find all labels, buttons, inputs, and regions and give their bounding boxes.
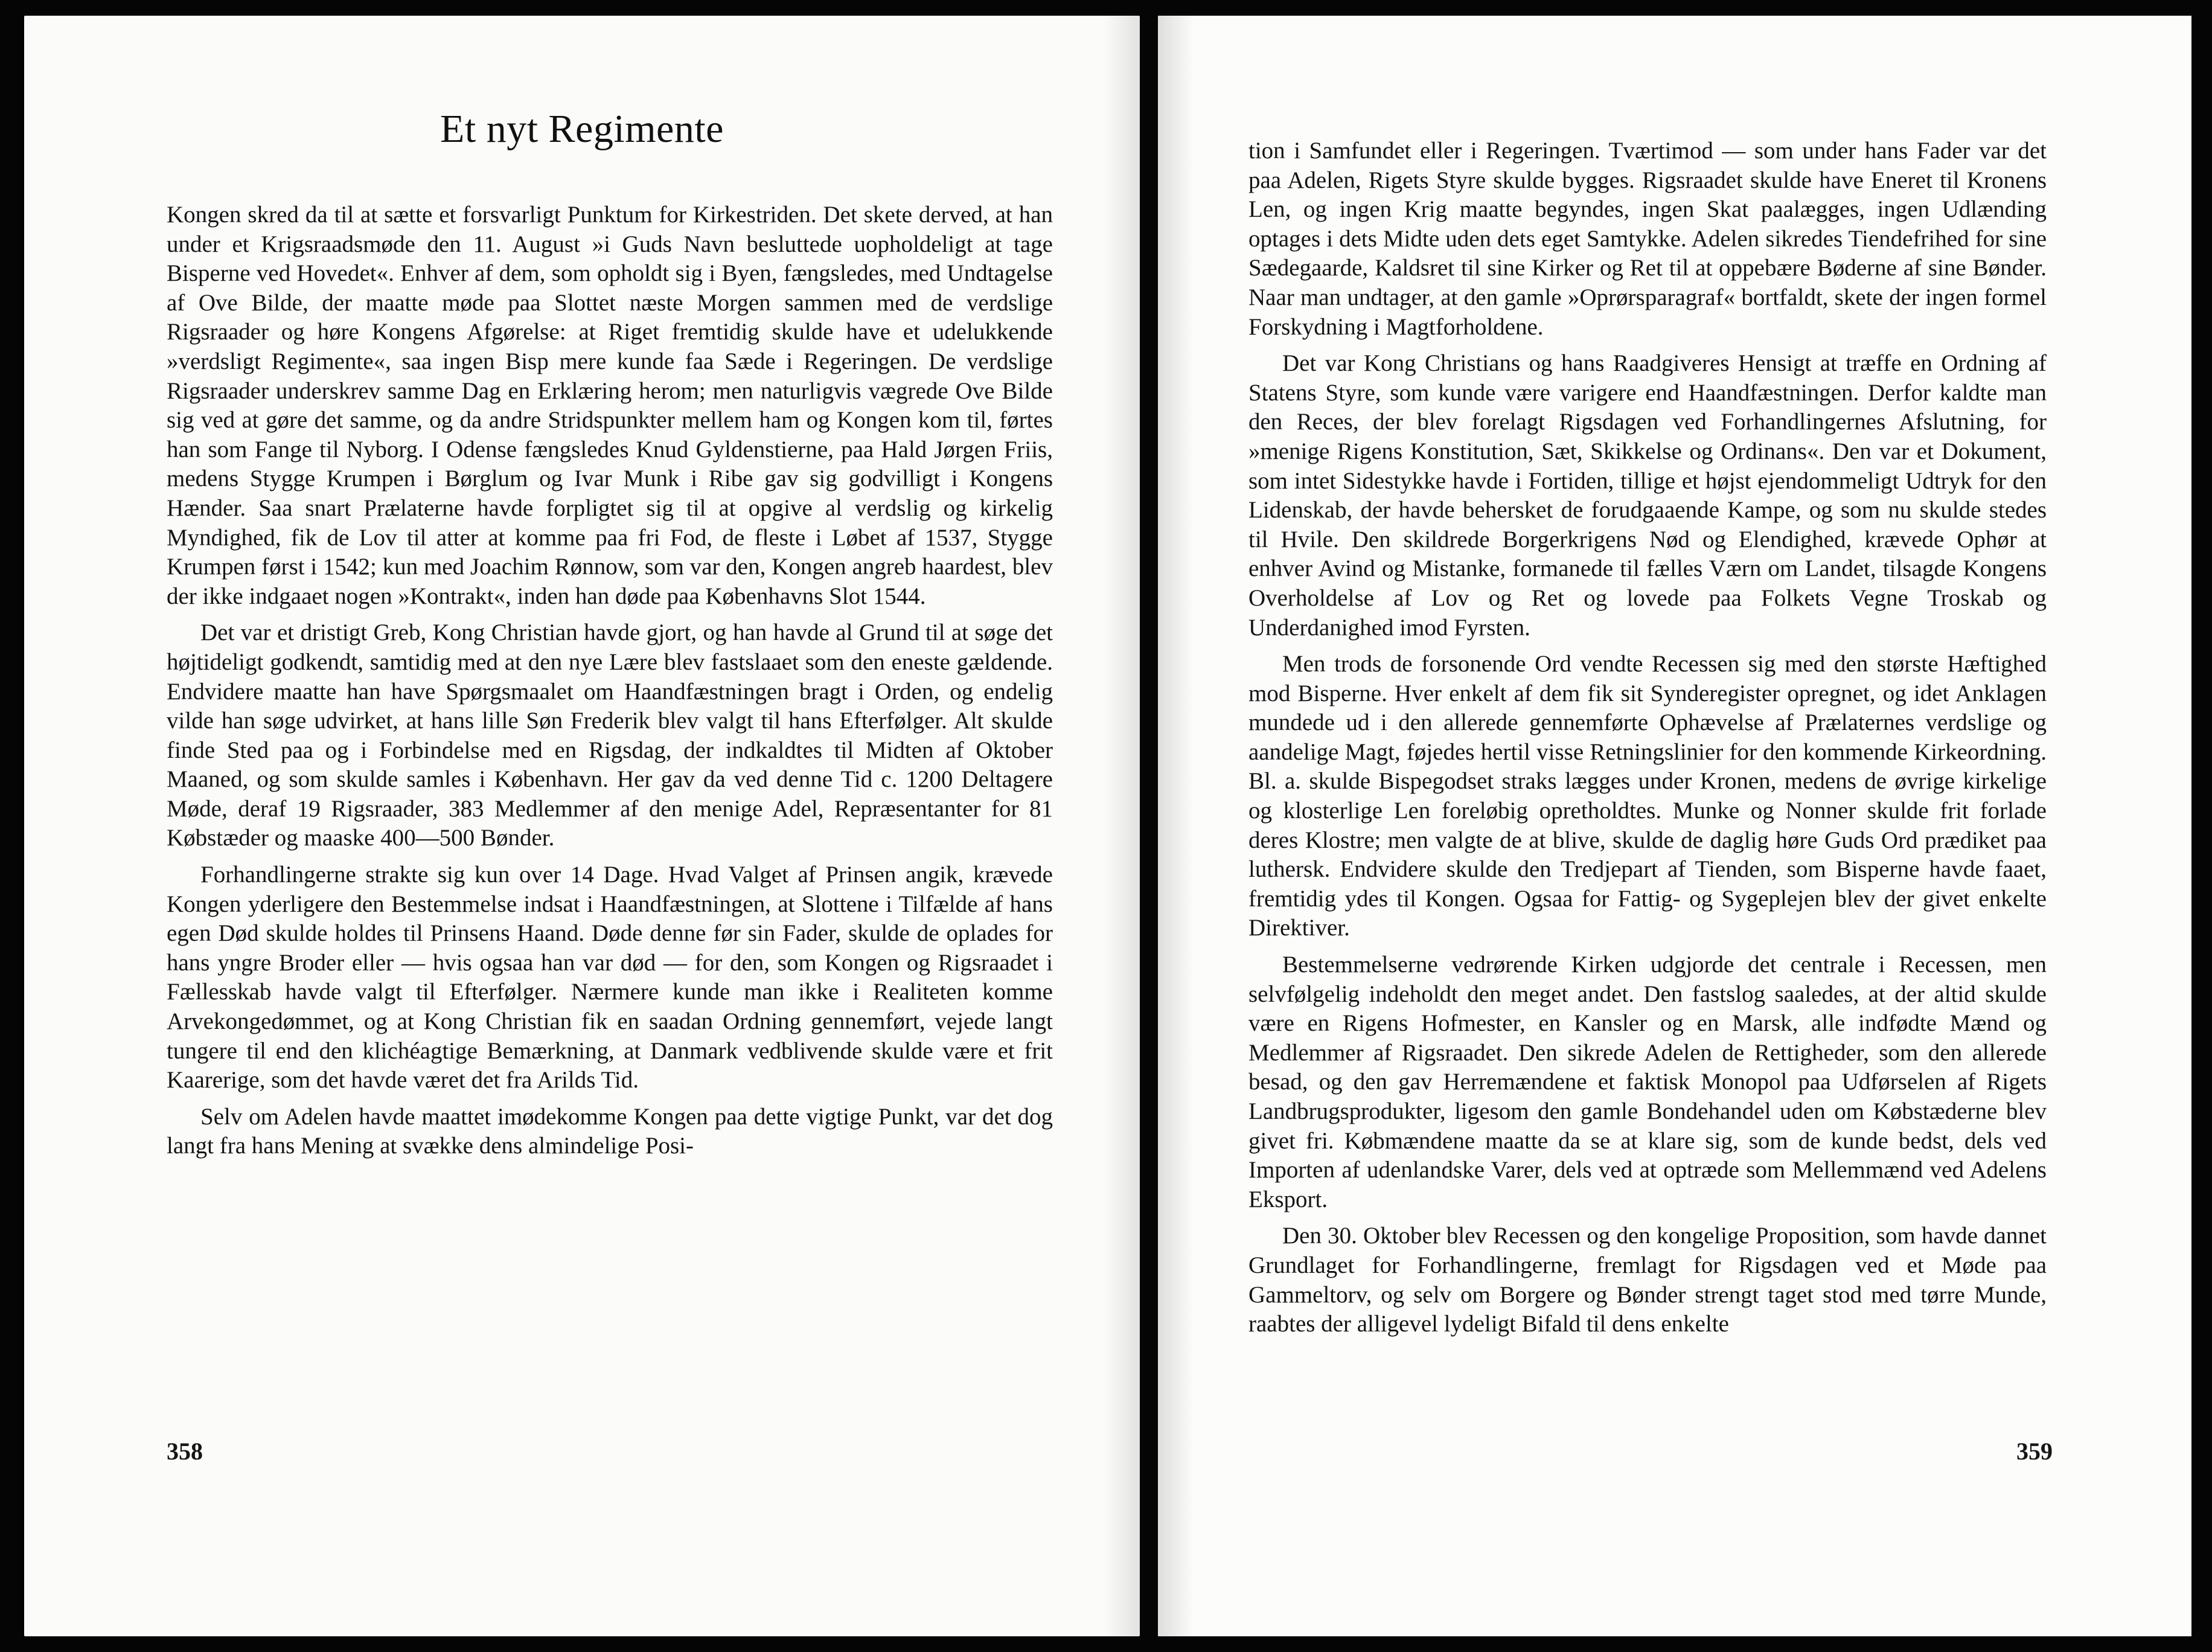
page-number: 358 (167, 1438, 203, 1465)
paragraph: Kongen skred da til at sætte et forsvarligt Punktum for Kirkestriden. Det skete derved, at han under et Krigsraadsmøde den 11. August »i Guds Navn besluttede uopholdeligt at tage Bisperne ved Hovedet«. Enhver af dem, som opholdt sig i Byen, fængsledes, med Undtagelse af Ove Bilde, der maatte møde paa Slottet næste Morgen sammen med de verdslige Rigsraader og høre Kongens Afgørelse: at Riget fremtidig skulde have et udelukkende »verdsligt Regimente«, saa ingen Bisp mere kunde faa Sæde i Regeringen. De verdslige Rigsraader underskrev samme Dag en Erklæring herom; men naturligvis vægrede Ove Bilde sig ved at gøre det samme, og da andre Stridspunkter mellem ham og Kongen kom til, førtes han som Fange til Nyborg. I Odense fængsledes Knud Gyldenstierne, paa Hald Jørgen Friis, medens Stygge Krumpen i Børglum og Ivar Munk i Ribe gav sig godvilligt i Kongens Hænder. Saa snart Prælaterne havde forpligtet sig til at opgive al verdslig og kirkelig Myndighed, fik de Lov til atter at komme paa fri Fod, de fleste i Løbet af 1537, Stygge Krumpen først i 1542; kun med Joachim Rønnow, som var den, Kongen angreb haardest, blev der ikke indgaaet nogen »Kontrakt«, inden han døde paa Københavns Slot 1544. (167, 202, 1053, 609)
paragraph: tion i Samfundet eller i Regeringen. Tværtimod — som under hans Fader var det paa Adelen, Rigets Styre skulde bygges. Rigsraadet skulde have Eneret til Kronens Len, og ingen Krig maatte begyndes, ingen Skat paalægges, ingen Udlænding optages i dets Midte uden dets eget Samtykke. Adelen sikredes Tiendefrihed for sine Sædegaarde, Kaldsret til sine Kirker og Ret til at oppebære Bøderne af sine Bønder. Naar man undtager, at den gamle »Oprørsparagraf« bortfaldt, skete der ingen formel Forskydning i Magtforholdene. (1248, 138, 2047, 340)
paragraph: Forhandlingerne strakte sig kun over 14 Dage. Hvad Valget af Prinsen angik, krævede Kongen yderligere den Bestemmelse indsat i Haandfæstningen, at Slottene i Tilfælde af hans egen Død skulde holdes til Prinsens Haand. Døde denne før sin Fader, skulde de oplades for hans yngre Broder eller — hvis ogsaa han var død — for den, som Kongen og Rigsraadet i Fællesskab havde valgt til Efterfølger. Nærmere kunde man ikke i Realiteten komme Arvekongedømmet, og at Kong Christian fik en saadan Ordning gennemført, vejede langt tungere til end den klichéagtige Bemærkning, at Danmark vedblivende skulde være et frit Kaarerige, som det havde været det fra Arilds Tid. (167, 862, 1053, 1093)
paragraph: Bestemmelserne vedrørende Kirken udgjorde det centrale i Recessen, men selvfølgelig indeholdt den meget andet. Den fastslog saaledes, at der altid skulde være en Rigens Hofmester, en Kansler og en Marsk, alle indfødte Mænd og Medlemmer af Rigsraadet. Den sikrede Adelen de Rettigheder, som den allerede besad, og den gav Herremændene et faktisk Monopol paa Udførselen af Rigets Landbrugsprodukter, ligesom den gamle Bondehandel uden om Købstæderne blev givet fri. Købmændene maatte da se at klare sig, som de kunde bedst, dels ved Importen af udenlandske Varer, dels ved at optræde som Mellemmænd ved Adelens Eksport. (1248, 952, 2047, 1212)
left-text-block (167, 200, 1053, 1168)
chapter-title: Et nyt Regimente (440, 107, 724, 151)
paragraph: Det var Kong Christians og hans Raadgiveres Hensigt at træffe en Ordning af Statens Styre, som kunde være varigere end Haandfæstningen. Derfor kaldte man den Reces, der blev forelagt Rigsdagen ved Forhandlingernes Afslutning, for »menige Rigens Konstitution, Sæt, Skikkelse og Ordinans«. Den var et Dokument, som intet Sidestykke havde i Fortiden, tillige et højst ejendommeligt Udtryk for den Lidenskab, der havde behersket de forudgaaende Kampe, og som nu skulde stedes til Hvile. Den skildrede Borgerkrigens Nød og Elendighed, krævede Ophør at enhver Avind og Mistanke, formanede til fælles Værn om Landet, tilsagde Kongens Overholdelse af Lov og Ret og lovede paa Folkets Vegne Troskab og Underdanighed imod Fyrsten. (1248, 350, 2047, 641)
paragraph: Den 30. Oktober blev Recessen og den kongelige Proposition, som havde dannet Grundlaget for Forhandlingerne, fremlagt for Rigsdagen ved et Møde paa Gammeltorv, og selv om Borgere og Bønder strengt taget stod med tørre Munde, raabtes der alligevel lydeligt Bifald til dens enkelte (1248, 1223, 2047, 1337)
right-page (1158, 16, 2191, 1636)
right-text-block (1248, 136, 2047, 1346)
page-number: 359 (2016, 1438, 2053, 1465)
gutter-shadow (1158, 16, 1194, 1636)
left-page (24, 16, 1140, 1636)
paragraph: Selv om Adelen havde maattet imødekomme Kongen paa dette vigtige Punkt, var det dog langt fra hans Mening at svække dens almindelige Posi- (167, 1103, 1053, 1159)
paragraph: Det var et dristigt Greb, Kong Christian havde gjort, og han havde al Grund til at søge det højtideligt godkendt, samtidig med at den nye Lære blev fastslaaet som den eneste gældende. Endvidere maatte han have Spørgsmaalet om Haandfæstningen bragt i Orden, og endelig vilde han søge udvirket, at hans lille Søn Frederik blev valgt til hans Efterfølger. Alt skulde finde Sted paa og i Forbindelse med en Rigsdag, der indkaldtes til Midten af Oktober Maaned, og som skulde samles i København. Her gav da ved denne Tid c. 1200 Deltagere Møde, deraf 19 Rigsraader, 383 Medlemmer af den menige Adel, Repræsentanter for 81 Købstæder og maaske 400—500 Bønder. (167, 620, 1053, 851)
gutter-shadow (1104, 16, 1140, 1636)
paragraph: Men trods de forsonende Ord vendte Recessen sig med den største Hæftighed mod Bisperne. Hver enkelt af dem fik sit Synderegister opregnet, og idet Anklagen mundede ud i den allerede gennemførte Ophævelse af Prælaternes verdslige og aandelige Magt, føjedes hertil visse Retningslinier for den kommende Kirkeordning. Bl. a. skulde Bispegodset straks lægges under Kronen, medens de øvrige kirkelige og klosterlige Len foreløbig opretholdtes. Munke og Nonner skulde frit forlade deres Klostre; men valgte de at blive, skulde de daglig høre Guds Ord prædiket paa luthersk. Endvidere skulde den Tredjepart af Tienden, som Bisperne havde faaet, fremtidig ydes til Kongen. Ogsaa for Fattig- og Sygeplejen blev der givet enkelte Direktiver. (1248, 651, 2047, 941)
